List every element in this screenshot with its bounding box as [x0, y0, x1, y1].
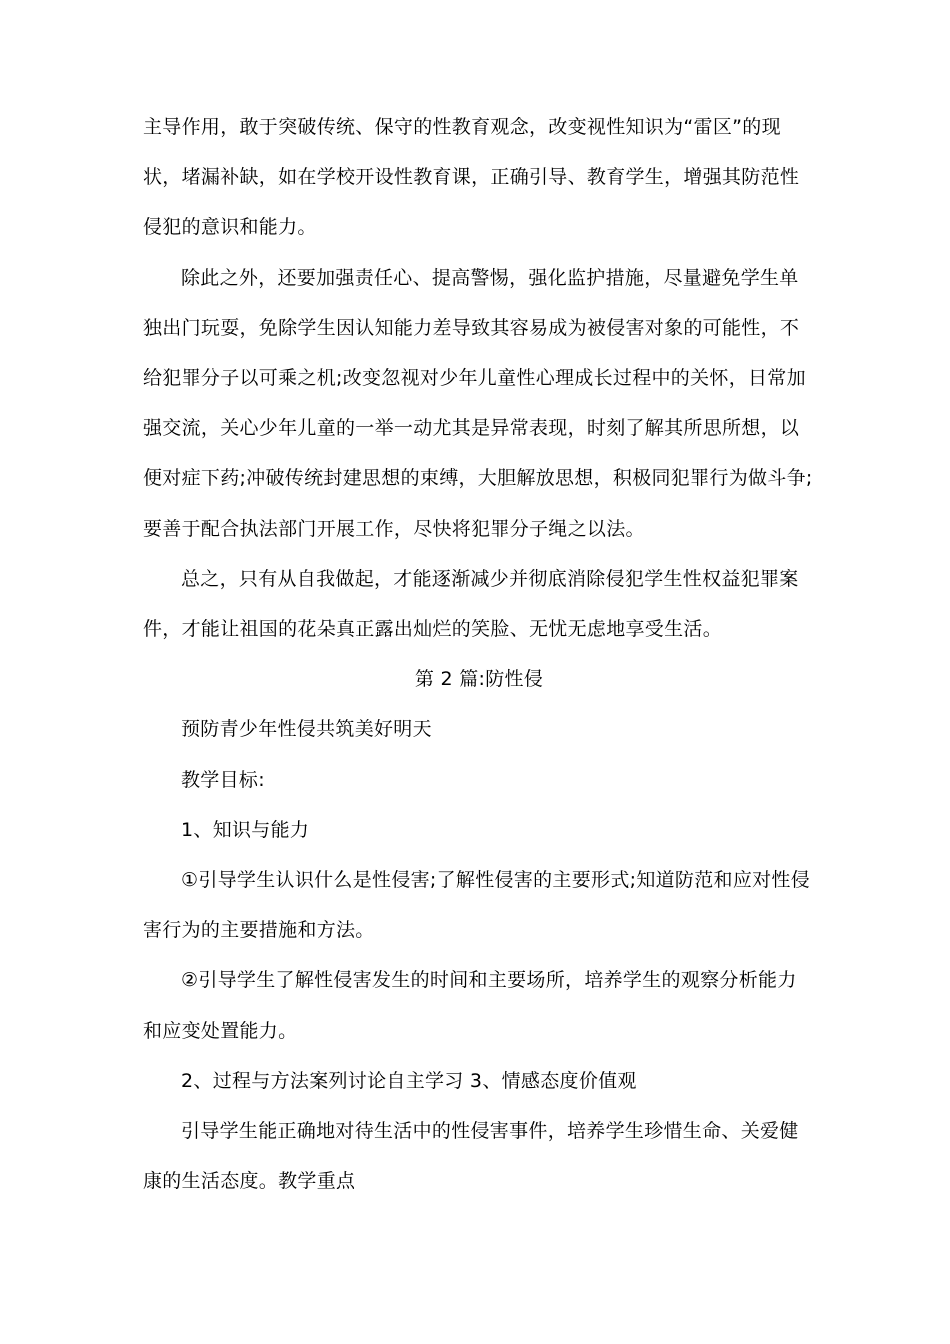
paragraph-measures: 除此之外，还要加强责任心、提高警惕，强化监护措施，尽量避免学生单独出门玩耍，免除学生因认知能力差导致其容易成为被侵害对象的可能性，不给犯罪分子以可乘之机;改变忽视对少年儿童性心理成长过程中的关怀，日常加强交流，关心少年儿童的一举一动尤其是异常表现，时刻了解其所思所想，以便对症下药;冲破传统封建思想的束缚，大胆解放思想，积极同犯罪行为做斗争;要善于配合执法部门开展工作，尽快将犯罪分子绳之以法。	[143, 266, 813, 540]
objective-knowledge-point-2: ②引导学生了解性侵害发生的时间和主要场所，培养学生的观察分析能力和应变处置能力。	[143, 969, 797, 1042]
objective-knowledge-point-1: ①引导学生认识什么是性侵害;了解性侵害的主要形式;知道防范和应对性侵害行为的主要措施和方法。	[143, 869, 811, 942]
document-body	[143, 102, 815, 1206]
section-heading: 第 2 篇:防性侵	[414, 668, 544, 691]
paragraph-conclusion: 总之，只有从自我做起，才能逐渐减少并彻底消除侵犯学生性权益犯罪案件，才能让祖国的花朵真正露出灿烂的笑脸、无忧无虑地享受生活。	[143, 567, 799, 641]
lesson-title: 预防青少年性侵共筑美好明天	[181, 718, 432, 741]
objective-attitude-text: 引导学生能正确地对待生活中的性侵害事件，培养学生珍惜生命、关爱健康的生活态度。教学重点	[143, 1120, 799, 1193]
objectives-label: 教学目标:	[181, 768, 265, 791]
objective-knowledge-heading: 1、知识与能力	[181, 818, 310, 841]
paragraph-continuation: 主导作用，敢于突破传统、保守的性教育观念，改变视性知识为“雷区”的现状，堵漏补缺，如在学校开设性教育课，正确引导、教育学生，增强其防范性侵犯的意识和能力。	[143, 116, 800, 239]
objective-process-heading: 2、过程与方法案列讨论自主学习 3、情感态度价值观	[181, 1069, 637, 1092]
